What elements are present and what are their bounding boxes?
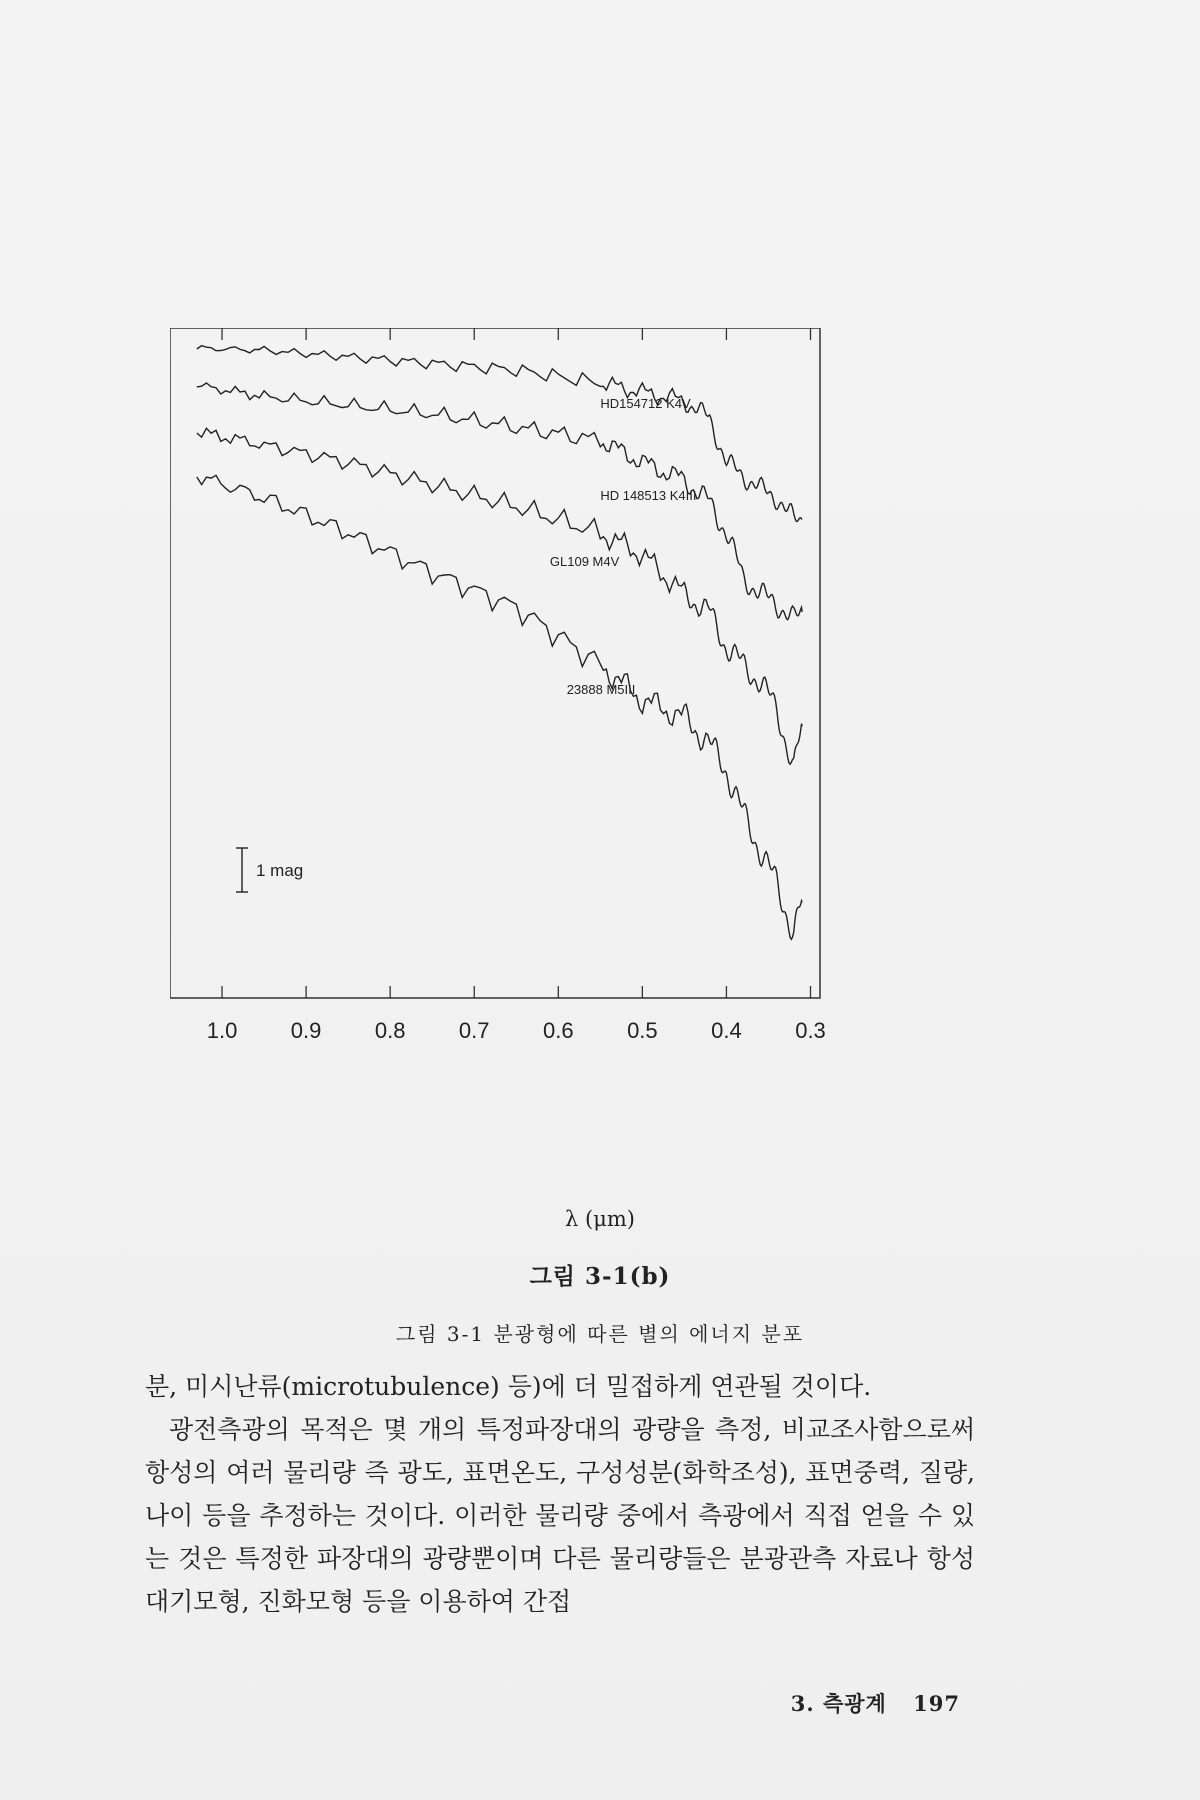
x-tick-label: 0.8 [374,1018,406,1043]
series-label: 23888 M5III [566,681,636,697]
body-line-1: 분, 미시난류(microtubulence) 등)에 더 밀접하게 연관될 것이다. [145,1372,872,1401]
x-tick-label: 1.0 [206,1018,238,1043]
series-label: HD154712 K4V [600,395,691,411]
scale-bar-label: 1 mag [256,861,304,880]
page-footer [791,1688,960,1718]
plot-frame [170,328,820,998]
spectrum-line [197,346,802,522]
spectra-figure [170,328,930,1150]
x-tick-label: 0.6 [543,1018,574,1043]
x-tick-label: 0.4 [711,1018,742,1043]
series-label: HD 148513 K4III [600,488,697,504]
spectra-chart [170,328,930,1150]
body-text [145,1365,975,1623]
series-label: GL109 M4V [549,554,620,570]
x-tick-label: 0.5 [627,1018,658,1043]
x-tick-label: 0.7 [458,1018,490,1043]
figure-caption: 그림 3-1 분광형에 따른 별의 에너지 분포 [395,1322,805,1346]
figure-sub-caption: 그림 3-1(b) [529,1263,671,1290]
page-number: 197 [913,1691,960,1716]
x-tick-label: 0.9 [290,1018,322,1043]
x-axis-label: λ (μm) [565,1207,635,1231]
footer-section: 3. 측광계 [790,1691,887,1716]
x-tick-label: 0.3 [795,1018,826,1043]
spectrum-line [197,428,802,764]
body-paragraph-2: 광전측광의 목적은 몇 개의 특정파장대의 광량을 측정, 비교조사함으로써 항성의 여러 물리량 즉 광도, 표면온도, 구성성분(화학조성), 표면중력, 질량, 나이 등을 추정하는 것이다. 이러한 물리량 중에서 측광에서 직접 얻을 수 있는 것은 특정한 파장대의 광량뿐이며 다른 물리량들은 분광관측 자료나 항성대기모형, 진화모형 등을 이용하여 간접 [145,1415,975,1616]
